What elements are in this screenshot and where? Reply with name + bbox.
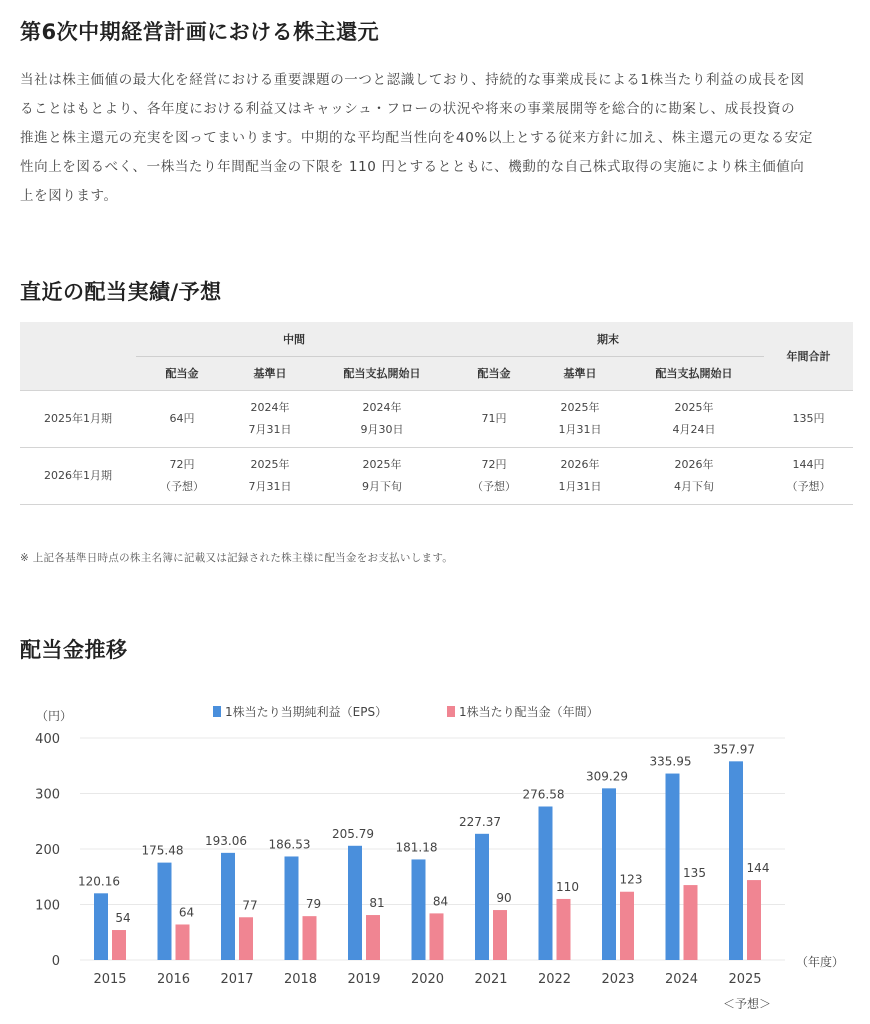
y-tick-label: 400 xyxy=(35,732,60,747)
intro-line: 上を図ります。 xyxy=(20,188,118,204)
intro-line: 当社は株主価値の最大化を経営における重要課題の一つと認識しており、持続的な事業成長による1株当たり利益の成長を図 xyxy=(20,72,805,88)
y-tick-label: 300 xyxy=(35,787,60,803)
header-final-record-date: 基準日 xyxy=(536,356,624,390)
eps-data-label: 205.79 xyxy=(332,826,374,841)
dividend-bar xyxy=(176,924,190,960)
x-tick-label: 2023 xyxy=(601,972,635,987)
dividend-data-label: 54 xyxy=(115,911,131,926)
eps-data-label: 309.29 xyxy=(586,769,628,784)
dividend-data-label: 84 xyxy=(432,894,449,909)
eps-data-label: 120.16 xyxy=(78,874,120,889)
dividend-data-label: 64 xyxy=(178,905,195,920)
cell-period: 2026年1月期 xyxy=(20,447,136,504)
cell-interim-payment-date: 2025年 9月下旬 xyxy=(312,447,452,504)
dividend-bar xyxy=(112,930,126,960)
x-tick-label: 2020 xyxy=(410,972,445,987)
eps-data-label: 335.95 xyxy=(649,754,692,769)
dividend-bar xyxy=(366,915,380,960)
header-interim-record-date: 基準日 xyxy=(228,356,312,390)
eps-bar xyxy=(348,846,362,960)
dividend-data-label: 77 xyxy=(242,898,258,913)
intro-line: ることはもとより、各年度における利益又はキャッシュ・フローの状況や将来の事業展開等を総合的に勘案し、成長投資の xyxy=(20,101,796,117)
cell-interim-record-date: 2025年 7月31日 xyxy=(228,447,312,504)
section-title-shareholder-return: 第6次中期経営計画における株主還元 xyxy=(20,20,380,44)
dividend-trend-chart xyxy=(0,690,870,1024)
cell-final-payment-date: 2025年 4月24日 xyxy=(624,390,764,447)
x-tick-label: 2024 xyxy=(664,972,699,987)
legend-entry: 1株当たり配当金（年間） xyxy=(459,705,599,719)
x-tick-label: 2021 xyxy=(474,972,508,987)
dividend-data-label: 79 xyxy=(305,897,322,912)
x-tick-label: 2018 xyxy=(283,972,318,987)
dividend-bar xyxy=(303,916,317,960)
cell-final-record-date: 2025年 1月31日 xyxy=(536,390,624,447)
header-final-payment-date: 配当支払開始日 xyxy=(624,356,764,390)
eps-bar xyxy=(221,853,235,960)
x-tick-sublabel: ＜予想＞ xyxy=(722,997,772,1011)
header-final: 期末 xyxy=(452,322,764,356)
cell-interim-dividend: 64円 xyxy=(136,390,228,447)
y-tick-label: 100 xyxy=(35,898,60,914)
eps-bar xyxy=(158,863,172,960)
legend-entry: 1株当たり当期純利益（EPS） xyxy=(225,705,388,719)
cell-final-dividend: 71円 xyxy=(452,390,536,447)
eps-data-label: 193.06 xyxy=(205,833,247,848)
dividend-data-label: 81 xyxy=(369,896,385,911)
eps-data-label: 186.53 xyxy=(268,837,311,852)
dividend-data-label: 144 xyxy=(746,861,770,876)
x-tick-label: 2019 xyxy=(347,972,381,987)
eps-bar xyxy=(666,774,680,960)
header-interim-dividend: 配当金 xyxy=(136,356,228,390)
dividend-data-label: 90 xyxy=(496,891,512,906)
dividend-bar xyxy=(747,880,761,960)
eps-bar xyxy=(475,834,489,960)
dividend-data-label: 135 xyxy=(683,866,706,881)
eps-data-label: 175.48 xyxy=(141,843,184,858)
eps-data-label: 227.37 xyxy=(459,814,501,829)
cell-annual-total: 144円 （予想） xyxy=(764,447,853,504)
y-tick-label: 0 xyxy=(51,954,60,969)
intro-line: 推進と株主還元の充実を図ってまいります。中期的な平均配当性向を40%以上とする従来方針に加え、株主還元の更なる安定 xyxy=(20,130,813,146)
x-tick-label: 2017 xyxy=(220,972,254,987)
eps-bar xyxy=(539,806,553,960)
dividend-bar xyxy=(239,917,253,960)
x-tick-label: 2025 xyxy=(728,972,762,987)
eps-bar xyxy=(412,859,426,960)
cell-annual-total: 135円 xyxy=(764,390,853,447)
cell-period: 2025年1月期 xyxy=(20,390,136,447)
header-interim-payment-date: 配当支払開始日 xyxy=(312,356,452,390)
section-title-dividend-results: 直近の配当実績/予想 xyxy=(20,280,222,304)
x-tick-label: 2016 xyxy=(156,972,191,987)
eps-bar xyxy=(729,761,743,960)
cell-final-dividend: 72円 （予想） xyxy=(452,447,536,504)
eps-data-label: 357.97 xyxy=(713,742,755,757)
header-final-dividend: 配当金 xyxy=(452,356,536,390)
dividend-data-label: 110 xyxy=(556,879,579,894)
intro-line: 性向上を図るべく、一株当たり年間配当金の下限を 110 円とするとともに、機動的な自己株式取得の実施により株主価値向 xyxy=(20,159,805,175)
cell-interim-dividend: 72円 （予想） xyxy=(136,447,228,504)
intro-paragraph xyxy=(20,66,856,211)
dividend-data-label: 123 xyxy=(619,872,643,887)
x-tick-label: 2015 xyxy=(93,972,127,987)
eps-bar xyxy=(602,788,616,960)
y-tick-label: 200 xyxy=(35,843,60,858)
x-tick-label: 2022 xyxy=(537,972,572,987)
cell-final-payment-date: 2026年 4月下旬 xyxy=(624,447,764,504)
legend-swatch xyxy=(447,706,455,717)
header-annual-total: 年間合計 xyxy=(764,322,853,390)
dividend-table xyxy=(20,322,853,505)
y-axis-label: （円） xyxy=(36,709,73,723)
dividend-bar xyxy=(430,913,444,960)
header-period xyxy=(20,322,136,390)
table-row xyxy=(20,447,853,504)
eps-data-label: 276.58 xyxy=(522,787,565,802)
dividend-bar xyxy=(620,892,634,960)
dividend-bar xyxy=(493,910,507,960)
legend-swatch xyxy=(213,706,221,717)
section-title-dividend-trend: 配当金推移 xyxy=(20,638,128,662)
eps-bar xyxy=(94,893,108,960)
cell-interim-record-date: 2024年 7月31日 xyxy=(228,390,312,447)
eps-bar xyxy=(285,856,299,960)
header-interim: 中間 xyxy=(136,322,452,356)
cell-interim-payment-date: 2024年 9月30日 xyxy=(312,390,452,447)
x-axis-label: （年度） xyxy=(796,955,845,969)
cell-final-record-date: 2026年 1月31日 xyxy=(536,447,624,504)
table-footnote: ※ 上記各基準日時点の株主名簿に記載又は記録された株主様に配当金をお支払いします。 xyxy=(20,552,454,564)
dividend-bar xyxy=(684,885,698,960)
table-row xyxy=(20,390,853,447)
eps-data-label: 181.18 xyxy=(395,840,438,855)
dividend-bar xyxy=(557,899,571,960)
